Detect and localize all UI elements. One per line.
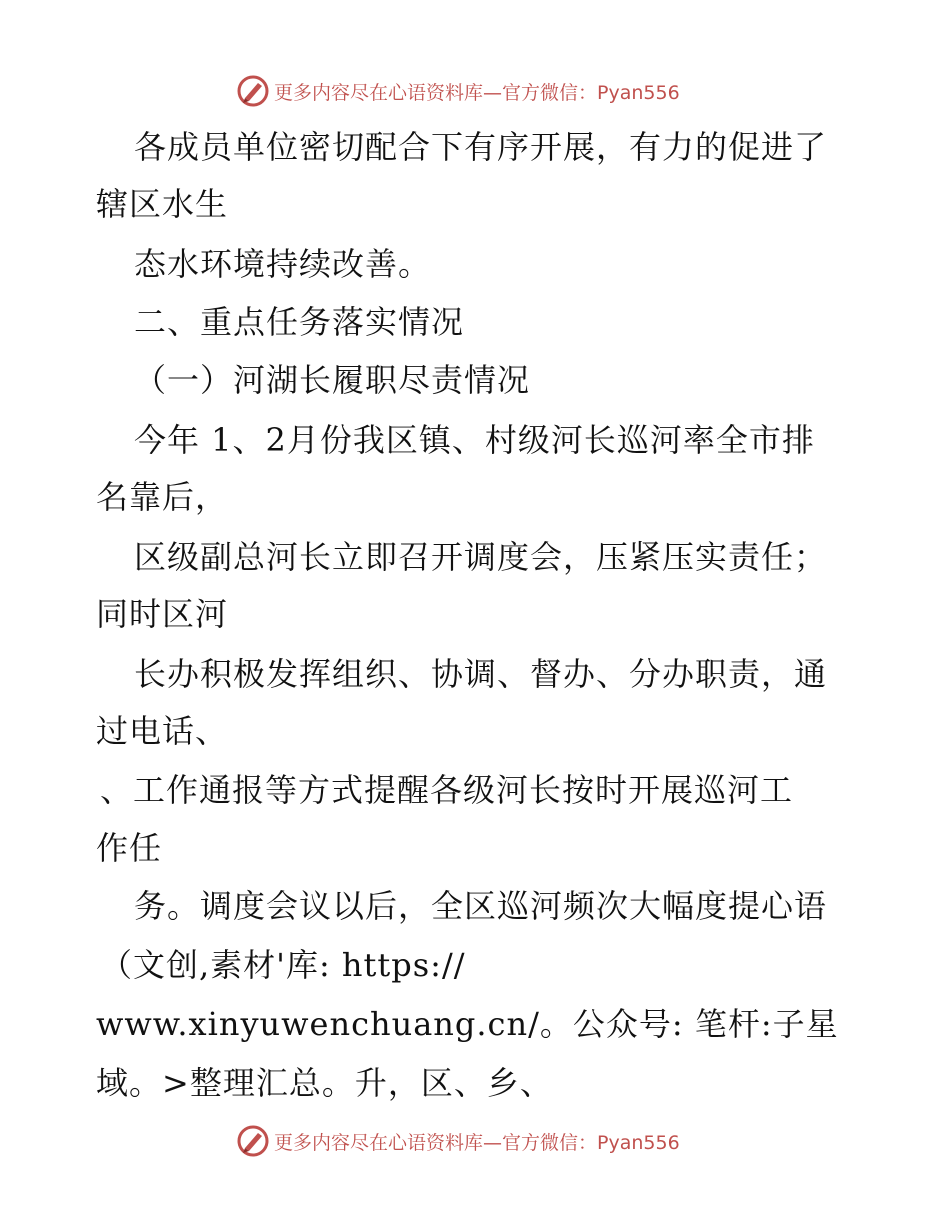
body-line: 辖区水生 [96,185,229,223]
subsection-heading: （一）河湖长履职尽责情况 [134,361,531,399]
header-watermark-banner [236,71,756,111]
footer-watermark-banner [236,1121,756,1161]
header-watermark-text: 更多内容尽在心语资料库—官方微信：Pyan556 [274,81,680,104]
body-line: 域。>整理汇总。升，区、乡、 [96,1064,553,1102]
body-line: （文创,素材'库: https:// [100,946,466,984]
body-line: 名靠后， [96,478,229,516]
body-line-url: www.xinyuwenchuang.cn/。公众号: 笔杆:子星 [96,1005,839,1043]
brush-pen-logo-icon [236,1124,270,1158]
body-line: 、工作通报等方式提醒各级河长按时开展巡河工 [100,771,794,809]
brush-pen-logo-icon [236,74,270,108]
body-line: 各成员单位密切配合下有序开展，有力的促进了 [134,128,828,166]
footer-watermark-text: 更多内容尽在心语资料库—官方微信：Pyan556 [274,1131,680,1154]
body-line: 态水环境持续改善。 [134,245,432,283]
body-line: 今年 1、2月份我区镇、村级河长巡河率全市排 [134,421,815,459]
body-line: 长办积极发挥组织、协调、督办、分办职责，通 [134,655,828,693]
body-line: 作任 [96,829,163,867]
section-heading: 二、重点任务落实情况 [134,303,465,341]
body-line: 过电话、 [96,712,229,750]
body-line: 区级副总河长立即召开调度会，压紧压实责任； [134,538,828,576]
body-line: 同时区河 [96,595,229,633]
body-line: 务。调度会议以后，全区巡河频次大幅度提心语 [134,887,828,925]
